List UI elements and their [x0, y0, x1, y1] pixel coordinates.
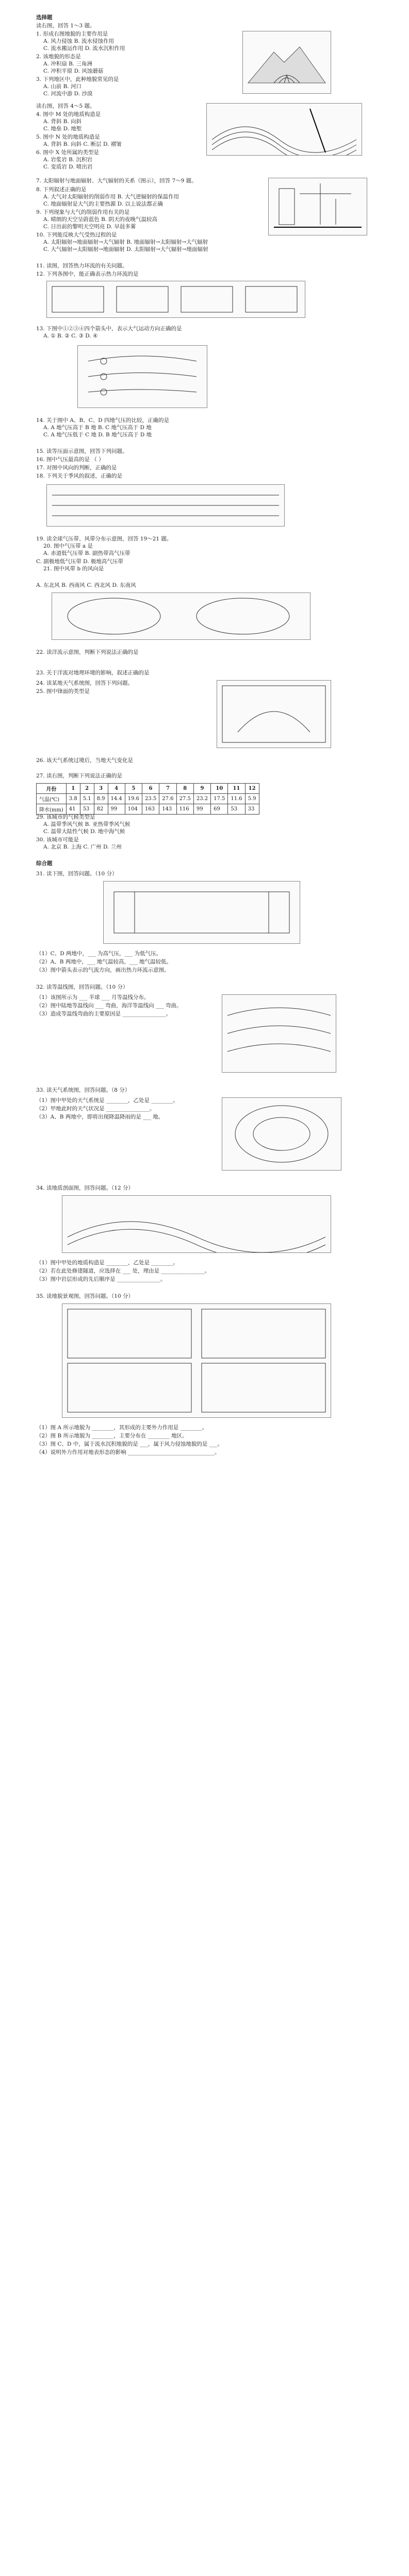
question-line: 2. 该地貌的形态是 [36, 54, 81, 60]
radiation-figure [268, 178, 367, 235]
table-header: 12 [245, 784, 259, 794]
intro-text: 读右图，回答 1～3 题。 [36, 23, 95, 29]
question-line: 35. 读地貌景观图，回答问题。（10 分） [36, 1293, 134, 1299]
table-header: 2 [80, 784, 94, 794]
question-line: （2）若在此处修建隧道，应选择在 ___ 处，理由是 ________________。 [36, 1268, 210, 1274]
table-cell: 气温(℃) [37, 794, 67, 804]
table-cell: 53 [228, 804, 245, 815]
circulation-diagram [103, 881, 300, 944]
table-cell: 163 [142, 804, 159, 815]
isotherm-figure [222, 994, 336, 1073]
table-header: 6 [142, 784, 159, 794]
question-line: （3）图中箭头表示的气流方向，画出热力环流示意图。 [36, 967, 170, 973]
question-line: 22. 读洋流示意图，判断下列说法正确的是 [36, 649, 139, 655]
table-cell: 14.4 [108, 794, 125, 804]
question-line: （1）图 A 所示地貌为 ________，其形成的主要外力作用是 ________。 [36, 1425, 208, 1431]
question-line: 32. 读等温线图，回答问题。（10 分） [36, 984, 128, 990]
table-header: 9 [193, 784, 210, 794]
question-line: （1）图中甲处的天气系统是 ________，乙处是 ________。 [36, 1097, 178, 1104]
table-cell: 33 [245, 804, 259, 815]
table-header: 3 [94, 784, 108, 794]
question-line: 13. 下图中①②③④四个箭头中，表示大气运动方向正确的是 [36, 326, 182, 332]
question-line: （2）图 B 所示地貌为 ________，主要分布在 ________ 地区。 [36, 1433, 188, 1439]
option-line: A. 北京 B. 上海 C. 广州 D. 兰州 [43, 844, 122, 850]
option-line: A. 赤道低气压带 B. 副热带高气压带 [43, 550, 130, 556]
option-line: C. 大气辐射→太阳辐射→地面辐射 D. 太阳辐射→大气辐射→地面辐射 [43, 246, 208, 252]
table-header-row [37, 784, 259, 794]
question-line: 24. 读某地天气系统图，回答下列问题。 [36, 680, 134, 686]
table-row [37, 794, 259, 804]
question-line: 26. 该天气系统过境后，当地天气变化是 [36, 757, 134, 764]
table-cell: 8.9 [94, 794, 108, 804]
section-title: 选择题 [36, 14, 53, 21]
table-header: 7 [159, 784, 176, 794]
table-cell: 23.5 [142, 794, 159, 804]
option-line: 21. 图中风带 b 的风向是 [43, 566, 104, 572]
question-line: （1）图中甲处的地质构造是 ________，乙处是 ________。 [36, 1260, 178, 1266]
option-line: A. 晴朗的天空呈蔚蓝色 B. 阴天的夜晚气温较高 [43, 216, 157, 223]
option-line: C. 地面辐射是大气的主要热源 D. 以上说法都正确 [43, 201, 163, 207]
option-line: C. 变质岩 D. 喷出岩 [43, 164, 93, 170]
option-line: C. 冲积平原 D. 风蚀蘑菇 [43, 68, 104, 74]
question-line: 16. 图中气压最高的是 （ ） [36, 456, 104, 463]
table-cell: 27.6 [159, 794, 176, 804]
table-cell: 82 [94, 804, 108, 815]
option-line: A. 山前 B. 河口 [43, 83, 81, 90]
section-title: 综合题 [36, 860, 53, 867]
option-line: C. 流水搬运作用 D. 流水沉积作用 [43, 45, 125, 52]
table-header: 月份 [37, 784, 67, 794]
question-line: 27. 读右图，判断下列说法正确的是 [36, 773, 123, 779]
table-cell: 5.1 [80, 794, 94, 804]
option-line: C. 河流中游 D. 沙漠 [43, 91, 93, 97]
option-line: C. 日出前的黎明天空明亮 D. 早晨多雾 [43, 224, 136, 230]
pressure-belt-figure [46, 484, 285, 527]
question-line: （1）该图所示为 ___ 半球 ___ 月等温线分布。 [36, 994, 150, 1001]
landform-photos-figure [62, 1303, 331, 1418]
table-cell: 53 [80, 804, 94, 815]
isobar-figure [77, 345, 207, 408]
table-cell: 23.2 [193, 794, 210, 804]
question-line: 4. 图中 M 处的地质构造是 [36, 111, 101, 117]
option-line: C. 地垒 D. 地堑 [43, 126, 82, 132]
question-line: 12. 下列各图中，能正确表示热力环流的是 [36, 271, 139, 277]
option-line: A. 太阳辐射→地面辐射→大气辐射 B. 地面辐射→太阳辐射→大气辐射 [43, 239, 208, 245]
table-header: 10 [211, 784, 228, 794]
table-cell: 11.6 [228, 794, 245, 804]
table-cell: 19.6 [125, 794, 142, 804]
table-cell: 5.9 [245, 794, 259, 804]
question-line: A. 东北风 B. 西南风 C. 西北风 D. 东南风 [36, 582, 136, 588]
question-line: （4）说明外力作用对地表形态的影响 ________________________________。 [36, 1449, 220, 1455]
question-line: 6. 图中 X 处所属的类型是 [36, 149, 100, 156]
option-line: A. ① B. ② C. ③ D. ④ [43, 333, 98, 339]
question-line: 23. 关于洋流对地理环境的影响，叙述正确的是 [36, 670, 150, 676]
table-cell: 41 [66, 804, 80, 815]
ocean-current-figure [52, 592, 310, 640]
option-line: A. A 地气压高于 B 地 B. C 地气压高于 D 地 [43, 425, 152, 431]
option-line: A. 岩浆岩 B. 沉积岩 [43, 157, 92, 163]
question-line: 34. 读地质剖面图，回答问题。（12 分） [36, 1185, 134, 1191]
question-line: （2）图中陆地等温线向 ___ 弯曲，海洋等温线向 ___ 弯曲。 [36, 1003, 182, 1009]
table-header: 5 [125, 784, 142, 794]
climate-table [36, 783, 259, 815]
table-cell: 3.8 [66, 794, 80, 804]
thermal-circulation-figure [46, 281, 305, 318]
question-line: 1. 形成右图地貌的主要作用是 [36, 31, 108, 37]
option-line: A. 背斜 B. 向斜 C. 断层 D. 褶皱 [43, 141, 122, 147]
intro-text: 读右图，回答 4～5 题。 [36, 103, 95, 109]
question-line: 14. 关于图中 A、B、C、D 四地气压的比较，正确的是 [36, 417, 169, 423]
question-line: （1）C、D 两地中，___ 为高气压，___ 为低气压。 [36, 951, 162, 957]
question-line: （3）A、B 两地中，即将出现降温降雨的是 ___ 地。 [36, 1114, 164, 1120]
table-cell: 17.5 [211, 794, 228, 804]
option-line: C. 温带大陆性气候 D. 地中海气候 [43, 828, 125, 835]
table-cell: 143 [159, 804, 176, 815]
question-line: （3）图中岩层形成的先后顺序是 ________________。 [36, 1276, 166, 1282]
option-line: C. A 地气压低于 C 地 D. B 地气压高于 D 地 [43, 432, 152, 438]
table-header: 4 [108, 784, 125, 794]
question-line: 7. 太阳辐射与地面辐射、大气辐射的关系（图示），回答 7～9 题。 [36, 178, 197, 184]
geologic-profile-figure [62, 1195, 331, 1253]
option-line: A. 冲积扇 B. 三角洲 [43, 61, 92, 67]
question-line: （3）图 C、D 中，属于流水沉积地貌的是 ___，属于风力侵蚀地貌的是 ___。 [36, 1441, 223, 1447]
table-cell: 99 [193, 804, 210, 815]
question-line: 3. 下列地区中，此种地貌常见的是 [36, 76, 119, 82]
option-line: A. 背斜 B. 向斜 [43, 118, 81, 125]
question-line: 33. 读天气系统图，回答问题。（8 分） [36, 1087, 130, 1093]
question-line: 5. 图中 N 处的地质构造是 [36, 134, 100, 140]
question-line: 29. 该城市的气候类型是 [36, 814, 95, 820]
landform-figure [242, 31, 331, 94]
question-line: 11. 读图，回答热力环流的有关问题。 [36, 263, 128, 269]
question-line: 15. 读等压面示意图，回答下列问题。 [36, 448, 128, 454]
table-cell: 降水(mm) [37, 804, 67, 815]
table-header: 8 [176, 784, 193, 794]
table-cell: 69 [211, 804, 228, 815]
table-cell: 27.5 [176, 794, 193, 804]
table-row [37, 804, 259, 815]
question-line: C. 副极地低气压带 D. 极地高气压带 [36, 558, 123, 565]
question-line: 31. 读下图，回答问题。（10 分） [36, 871, 118, 877]
question-line: 10. 下列能反映大气受热过程的是 [36, 232, 117, 238]
question-line: （2）甲地此时的天气状况是 ________________。 [36, 1106, 155, 1112]
table-header: 1 [66, 784, 80, 794]
table-cell: 116 [176, 804, 193, 815]
table-cell: 104 [125, 804, 142, 815]
question-line: 25. 图中锋面的类型是 [36, 688, 90, 694]
table-cell: 99 [108, 804, 125, 815]
question-line: 19. 读全球气压带、风带分布示意图，回答 19～21 题。 [36, 536, 172, 542]
weather-map-figure [222, 1097, 341, 1171]
question-line: 17. 对图中风向的判断，正确的是 [36, 465, 117, 471]
option-line: A. 大气对太阳辐射的削弱作用 B. 大气逆辐射的保温作用 [43, 194, 179, 200]
question-line: 9. 下列现象与大气的削弱作用有关的是 [36, 209, 130, 215]
option-line: A. 温带季风气候 B. 亚热带季风气候 [43, 821, 130, 827]
option-line: 20. 图中气压带 a 是 [43, 543, 93, 549]
question-line: 18. 下列关于季风的叙述，正确的是 [36, 473, 123, 479]
table-header: 11 [228, 784, 245, 794]
question-line: （3）造成等温线弯曲的主要原因是 ________________。 [36, 1011, 172, 1017]
question-line: 30. 该城市可能是 [36, 837, 79, 843]
question-line: 8. 下列叙述正确的是 [36, 187, 87, 193]
question-line: （2）A、B 两地中，___ 地气温较高，___ 地气温较低。 [36, 959, 172, 965]
option-line: A. 风力侵蚀 B. 流水侵蚀作用 [43, 38, 114, 44]
geology-figure [206, 103, 362, 156]
weather-system-figure [217, 680, 331, 748]
